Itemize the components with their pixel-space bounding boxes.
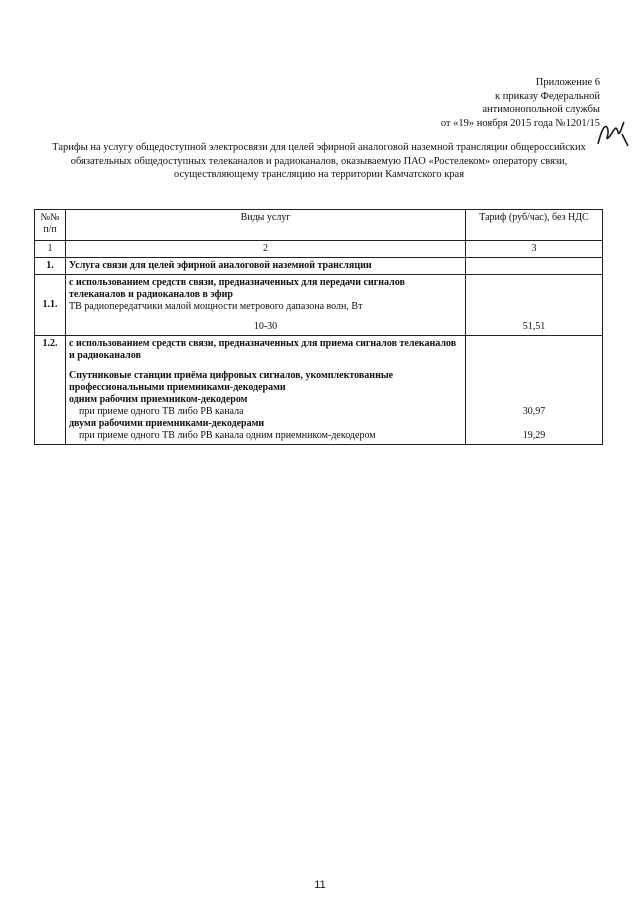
- power-range: 10-30: [253, 321, 278, 332]
- row-service-sub: Спутниковые станции приёма цифровых сигналов, укомплектованные профессиональными приемниками-декодерами: [69, 370, 394, 393]
- option-two-receivers: двумя рабочими приемниками-декодерами: [69, 418, 265, 429]
- header-number: №№ п/п: [35, 210, 66, 241]
- row-number: 1.2.: [35, 336, 66, 445]
- appendix-line-2: к приказу Федеральной: [495, 90, 600, 102]
- option-one-receiver: одним рабочим приемником-декодером: [69, 394, 248, 405]
- column-number-row: [35, 241, 603, 258]
- option-one-receiver-detail: при приеме одного ТВ либо РВ канала: [79, 406, 244, 417]
- table-row: [35, 275, 603, 336]
- row-service: [66, 275, 466, 336]
- row-service-heading: с использованием средств связи, предназначенных для передачи сигналов телеканалов и радиоканалов в эфир: [69, 277, 405, 300]
- row-number: 1.: [35, 258, 66, 275]
- row-service-heading: с использованием средств связи, предназначенных для приема сигналов телеканалов и радиоканалов: [69, 338, 457, 361]
- header-tariff: Тариф (руб/час), без НДС: [466, 210, 603, 241]
- appendix-header: [400, 76, 600, 130]
- column-number-1: 1: [35, 241, 66, 258]
- row-tariff: [466, 336, 603, 445]
- row-tariff: 51,51: [466, 275, 603, 336]
- table-row: [35, 336, 603, 445]
- row-number: 1.1.: [35, 275, 66, 336]
- price-two-receivers: 19,29: [522, 430, 546, 441]
- tariff-table: [34, 209, 603, 445]
- table-header-row: [35, 210, 603, 241]
- option-two-receivers-detail: при приеме одного ТВ либо РВ канала одним приемником-декодером: [79, 430, 376, 441]
- column-number-3: 3: [466, 241, 603, 258]
- appendix-line-3: антимонопольной службы: [482, 104, 600, 115]
- document-title: Тарифы на услугу общедоступной электросвязи для целей эфирной аналоговой наземной трансляции общероссийских обязательных общедоступных телеканалов и радиоканалов, оказываемую ПАО «Ростелеком» оператору связи, осуществляющему трансляцию на территории Камчатского края: [52, 142, 586, 180]
- row-service: [66, 336, 466, 445]
- header-service: Виды услуг: [66, 210, 466, 241]
- row-service: Услуга связи для целей эфирной аналоговой наземной трансляции: [66, 258, 466, 275]
- price-one-receiver: 30,97: [522, 406, 546, 417]
- row-service-sub: ТВ радиопередатчики малой мощности метрового дапазона волн, Вт: [69, 301, 363, 312]
- page-number: 11: [314, 879, 326, 891]
- appendix-line-1: Приложение 6: [535, 77, 600, 88]
- appendix-line-4: от «19» ноября 2015 года №1201/15: [440, 117, 600, 129]
- column-number-2: 2: [66, 241, 466, 258]
- table-row: [35, 258, 603, 275]
